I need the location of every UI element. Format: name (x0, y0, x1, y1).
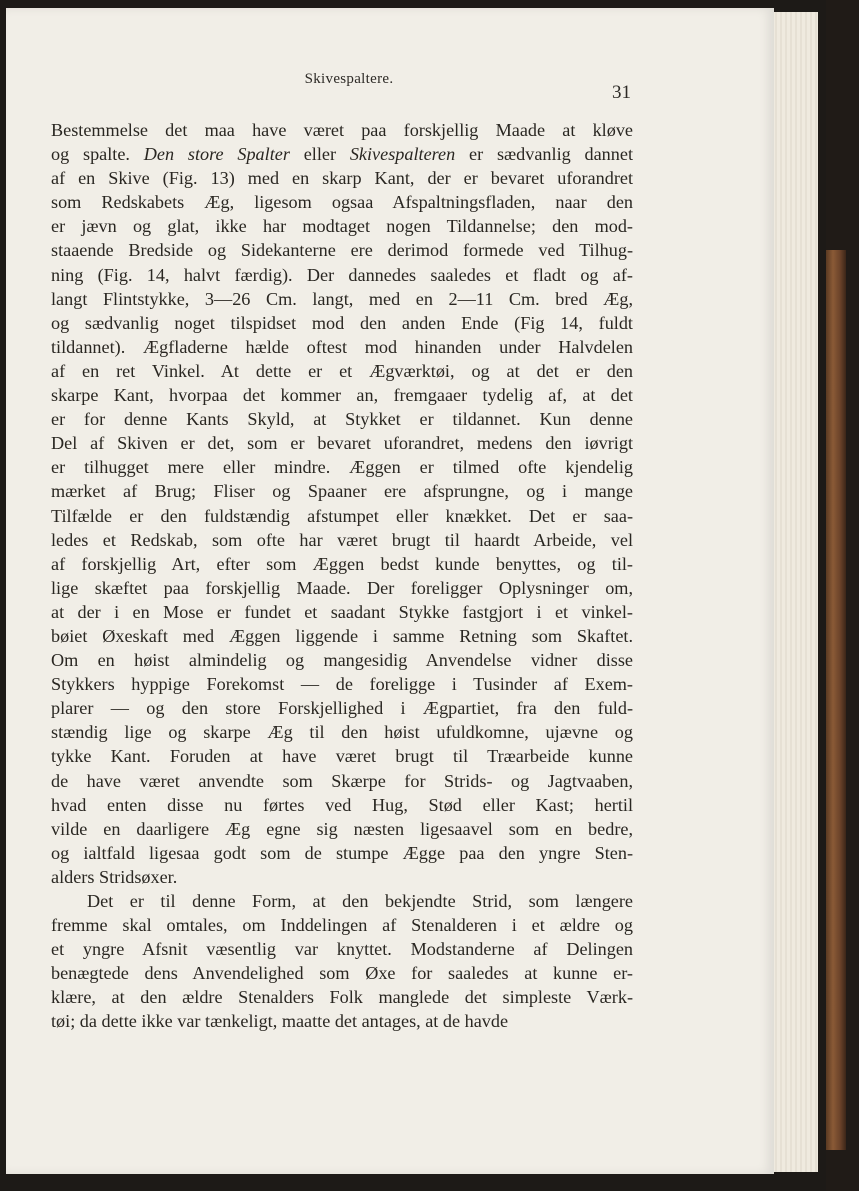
book-page (6, 8, 774, 1174)
text-line: bøiet Øxeskaft med Æggen liggende i samme Retning som Skaftet. (51, 625, 633, 646)
running-title: Skivespaltere. (304, 71, 394, 87)
text-line: af en Skive (Fig. 13) med en skarp Kant, der er bevaret uforandret (51, 168, 633, 189)
book-cover-edge (826, 250, 846, 1150)
text-line: af forskjellig Art, efter som Æggen bedst kunde benyttes, og til- (51, 553, 633, 574)
text-line: Om en høist almindelig og mangesidig Anvendelse vidner disse (51, 650, 633, 671)
page-edges (772, 12, 818, 1172)
text-line: at der i en Mose er fundet et saadant Stykke fastgjort i et vinkel- (51, 601, 633, 622)
text-line: langt Flintstykke, 3—26 Cm. langt, med en 2—11 Cm. bred Æg, (51, 288, 633, 309)
page-number: 31 (612, 82, 631, 103)
text-line: er jævn og glat, ikke har modtaget nogen Tildannelse; den mod- (51, 216, 633, 237)
text-line: klære, at den ældre Stenalders Folk manglede det simpleste Værk- (51, 987, 633, 1008)
text-line: Bestemmelse det maa have været paa forskjellig Maade at kløve (51, 120, 633, 140)
text-line: Stykkers hyppige Forekomst — de foreligge i Tusinder af Exem- (51, 674, 633, 695)
text-line: tøi; da dette ikke var tænkeligt, maatte det antages, at de havde (51, 1011, 509, 1032)
text-line: staaende Bredside og Sidekanterne ere derimod formede ved Tilhug- (51, 240, 633, 261)
text-line: skarpe Kant, hvorpaa det kommer an, fremgaaer tydelig af, at det (51, 385, 633, 406)
text-line: alders Stridsøxer. (51, 866, 178, 887)
text-line: tildannet). Ægfladerne hælde oftest mod hinanden under Halvdelen (51, 336, 633, 357)
text-line: ledes et Redskab, som ofte har været brugt til haardt Arbeide, vel (51, 529, 633, 550)
text-line: Det er til denne Form, at den bekjendte Strid, som længere (87, 891, 633, 911)
text-line (51, 142, 633, 166)
text-line: og ialtfald ligesaa godt som de stumpe Ægge paa den yngre Sten- (51, 842, 633, 863)
text-line: er tilhugget mere eller mindre. Æggen er tilmed ofte kjendelig (51, 457, 633, 478)
text-line: hvad enten disse nu førtes ved Hug, Stød eller Kast; hertil (51, 794, 633, 815)
text-segment: og spalte. (51, 144, 144, 165)
text-line: vilde en daarligere Æg egne sig næsten ligesaavel som en bedre, (51, 818, 633, 839)
text-line: Tilfælde er den fuldstændig afstumpet eller knækket. Det er saa- (51, 505, 633, 526)
text-line: lige skæftet paa forskjellig Maade. Der foreligger Oplysninger om, (51, 577, 633, 598)
text-line: et yngre Afsnit væsentlig var knyttet. Modstanderne af Delingen (51, 939, 633, 960)
text-segment: eller (289, 144, 350, 165)
text-line: mærket af Brug; Fliser og Spaaner ere afsprungne, og i mange (51, 481, 633, 502)
text-segment: er sædvanlig dannet (455, 144, 633, 165)
text-line: de have været anvendte som Skærpe for Strids- og Jagtvaaben, (51, 770, 633, 791)
text-line: og sædvanlig noget tilspidset mod den anden Ende (Fig 14, fuldt (51, 312, 633, 333)
text-line: benægtede dens Anvendelighed som Øxe for saaledes at kunne er- (51, 963, 633, 984)
text-line: plarer — og den store Forskjellighed i Ægpartiet, fra den fuld- (51, 698, 633, 719)
body-text (51, 118, 633, 1034)
text-line: stændig lige og skarpe Æg til den høist ufuldkomne, ujævne og (51, 722, 633, 743)
text-line: som Redskabets Æg, ligesom ogsaa Afspaltningsfladen, naar den (51, 192, 633, 213)
text-line: er for denne Kants Skyld, at Stykket er tildannet. Kun denne (51, 409, 633, 430)
italic-term: Skivespalteren (349, 144, 456, 165)
italic-term: Den store Spalter (143, 144, 290, 165)
paragraph-2 (51, 889, 633, 1034)
text-line: ning (Fig. 14, halvt færdig). Der dannedes saaledes et fladt og af- (51, 264, 633, 285)
paragraph-1 (51, 118, 633, 889)
text-line: af en ret Vinkel. At dette er et Ægværktøi, og at det er den (51, 360, 633, 381)
text-line: Del af Skiven er det, som er bevaret uforandret, medens den iøvrigt (51, 433, 633, 454)
text-line: fremme skal omtales, om Inddelingen af Stenalderen i et ældre og (51, 915, 633, 936)
text-line: tykke Kant. Foruden at have været brugt til Træarbeide kunne (51, 746, 633, 767)
